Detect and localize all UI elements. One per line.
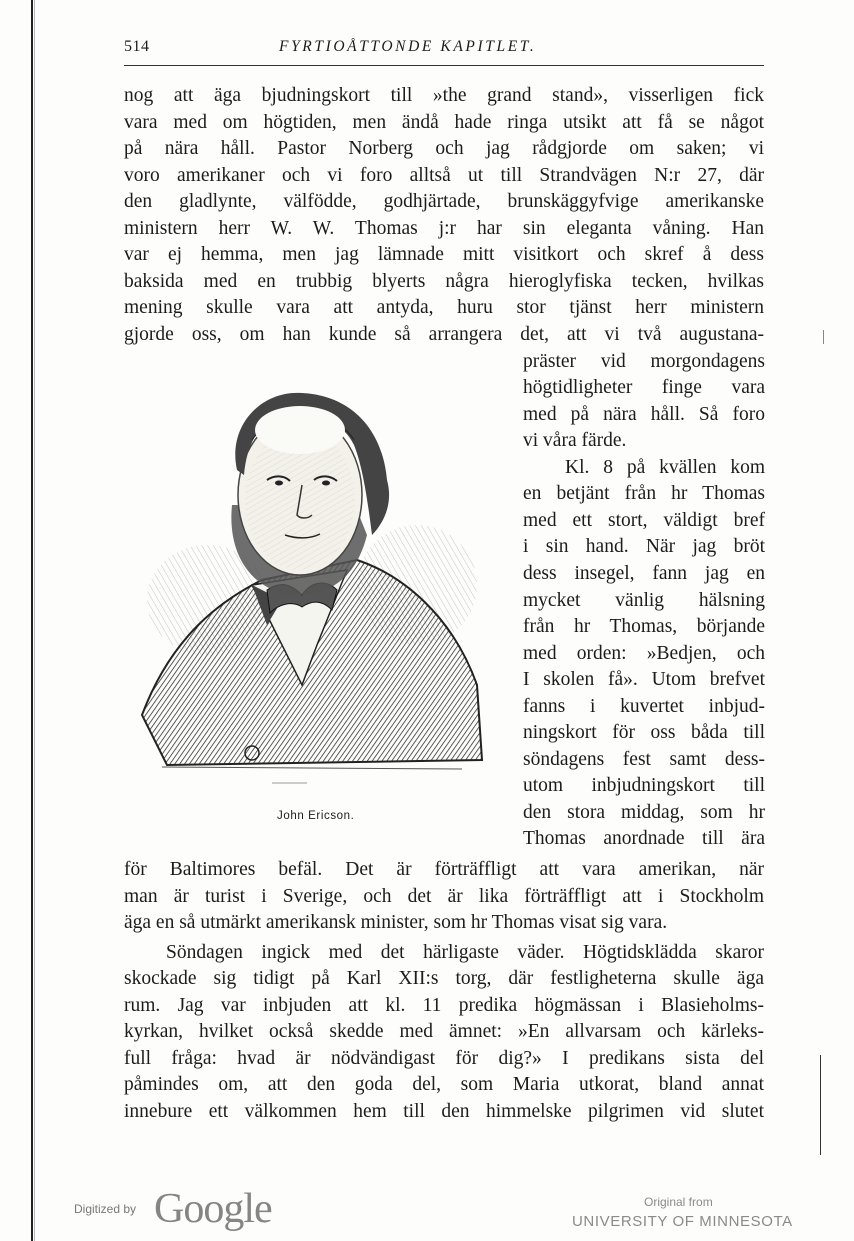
text-line: på nära håll. Pastor Norberg och jag rådgjorde om saken; vi xyxy=(124,138,764,159)
page-header xyxy=(124,38,764,60)
text-line: var ej hemma, men jag lämnade mitt visitkort och skref å dess xyxy=(124,244,764,265)
text-line: kyrkan, hvilket också skedde med ämnet: »En allvarsam och kärleks- xyxy=(124,1021,764,1042)
text-line: Söndagen ingick med det härligaste väder. Högtidsklädda skaror xyxy=(166,942,764,963)
text-line: skockade sig tidigt på Karl XII:s torg, där festligheterna skulle äga xyxy=(124,968,764,989)
digitized-by-label: Digitized by xyxy=(74,1202,137,1216)
text-line: full fråga: hvad är nödvändigast för dig?» I predikans sista del xyxy=(124,1048,764,1069)
page-binding-edge xyxy=(31,0,33,1241)
figure-caption: John Ericson. xyxy=(277,810,355,822)
text-line: för Baltimores befäl. Det är förträffligt att vara amerikan, när xyxy=(124,859,764,880)
text-line: med ett stort, väldigt bref xyxy=(523,510,765,531)
text-line: den stora middag, som hr xyxy=(523,802,765,823)
text-line: söndagens fest samt dess- xyxy=(523,749,765,770)
text-line: äga en så utmärkt amerikansk minister, som hr Thomas visat sig vara. xyxy=(124,912,668,933)
text-line: mening skulle vara att antyda, huru stor tjänst herr ministern xyxy=(124,297,764,318)
text-line: gjorde oss, om han kunde så arrangera det, att vi två augustana- xyxy=(124,324,764,345)
page-binding-shadow xyxy=(34,0,35,1241)
text-line: I skolen få». Utom brefvet xyxy=(523,669,765,690)
university-label: UNIVERSITY OF MINNESOTA xyxy=(572,1213,793,1230)
portrait-engraving xyxy=(132,385,492,805)
text-line: voro amerikaner och vi foro alltså ut till Strandvägen N:r 27, där xyxy=(124,165,764,186)
text-line: påmindes om, att den goda del, som Maria utkorat, bland annat xyxy=(124,1074,764,1095)
text-line: högtidligheter finge vara xyxy=(523,377,765,398)
text-line: utom inbjudningskort till xyxy=(523,775,765,796)
text-line: med på nära håll. Så foro xyxy=(523,404,765,425)
running-title: FYRTIOÅTTONDE KAPITLET. xyxy=(279,38,537,55)
text-line: vi våra färde. xyxy=(523,430,627,451)
text-line: i sin hand. När jag bröt xyxy=(523,536,765,557)
text-line: vara med om högtiden, men ändå hade ringa utsikt att få se något xyxy=(124,112,764,133)
text-line: dess insegel, fann jag en xyxy=(523,563,765,584)
margin-mark xyxy=(820,1055,821,1155)
text-line: baksida med en trubbig blyerts några hieroglyfiska tecken, hvilkas xyxy=(124,271,764,292)
page-number: 514 xyxy=(124,38,150,55)
text-line: Thomas anordnade till ära xyxy=(523,828,765,849)
text-line: en betjänt från hr Thomas xyxy=(523,483,765,504)
text-line: man är turist i Sverige, och det är lika förträffligt att i Stockholm xyxy=(124,886,764,907)
text-line: den gladlynte, välfödde, godhjärtade, brunskäggyfvige amerikanske xyxy=(124,191,764,212)
google-logo: Google xyxy=(154,1186,272,1232)
text-line: från hr Thomas, börjande xyxy=(523,616,765,637)
text-line: innebure ett välkommen hem till den himmelske pilgrimen vid slutet xyxy=(124,1101,764,1122)
text-line: nog att äga bjudningskort till »the grand stand», visserligen fick xyxy=(124,85,764,106)
text-line: med orden: »Bedjen, och xyxy=(523,643,765,664)
original-from-label: Original from xyxy=(644,1195,713,1209)
margin-mark-small xyxy=(823,330,824,344)
text-line: fanns i kuvertet inbjud- xyxy=(523,696,765,717)
text-line: mycket vänlig hälsning xyxy=(523,590,765,611)
text-line: ningskort för oss båda till xyxy=(523,722,765,743)
text-line: Kl. 8 på kvällen kom xyxy=(565,457,765,478)
text-line: präster vid morgondagens xyxy=(523,351,765,372)
text-line: rum. Jag var inbjuden att kl. 11 predika högmässan i Blasieholms- xyxy=(124,995,764,1016)
text-line: ministern herr W. W. Thomas j:r har sin eleganta våning. Han xyxy=(124,218,764,239)
header-rule xyxy=(124,65,764,66)
